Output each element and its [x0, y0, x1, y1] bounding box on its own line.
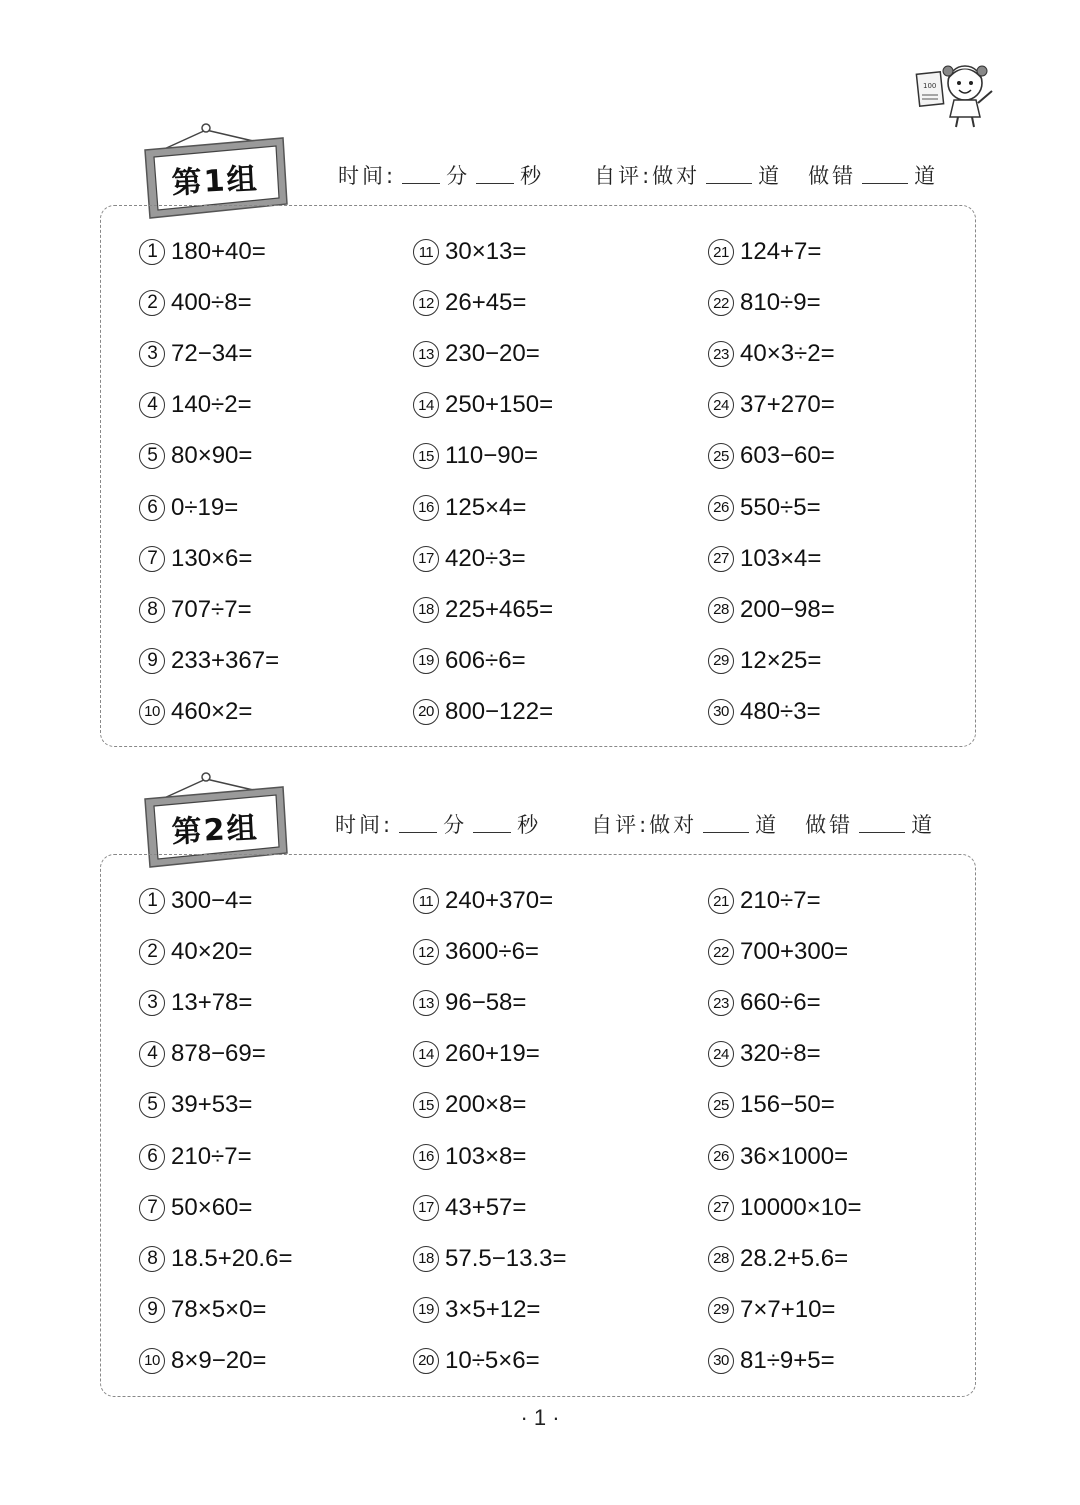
problem-number-circle: 9 [139, 1297, 165, 1323]
problem-expression: 320÷8= [740, 1040, 821, 1068]
problem-item [708, 1341, 835, 1381]
problem-expression: 78×5×0= [171, 1295, 267, 1323]
wrong-count-blank[interactable] [862, 167, 908, 184]
problem-number-circle: 3 [139, 990, 165, 1016]
problem-item [413, 641, 526, 681]
problem-item [139, 334, 252, 374]
problem-number-circle: 6 [139, 1144, 165, 1170]
problem-expression: 800−122= [445, 697, 554, 725]
problem-number-circle: 26 [708, 495, 734, 521]
problem-expression: 300−4= [171, 887, 253, 914]
problem-number-circle: 15 [413, 1092, 439, 1118]
problem-number-circle: 22 [708, 939, 734, 965]
problem-expression: 233+367= [171, 646, 280, 674]
problem-expression: 30×13= [445, 238, 527, 265]
problem-item [139, 1341, 266, 1381]
problem-expression: 606÷6= [445, 646, 526, 674]
problem-item [708, 1239, 848, 1279]
problem-item [413, 488, 526, 528]
page-number: · 1 · [520, 1405, 560, 1430]
problem-expression: 603−60= [740, 442, 835, 470]
problem-number-circle: 20 [413, 1348, 439, 1374]
problem-number-circle: 20 [413, 699, 439, 725]
problem-expression: 225+465= [445, 595, 554, 623]
problem-number-circle: 26 [708, 1144, 734, 1170]
problem-item [708, 539, 821, 579]
problem-item [708, 1188, 861, 1228]
problem-number-circle: 5 [139, 443, 165, 469]
problem-expression: 50×60= [171, 1193, 253, 1221]
problem-expression: 12×25= [740, 646, 822, 674]
minutes-blank[interactable] [399, 816, 437, 833]
problem-item [413, 1085, 526, 1125]
problem-expression: 7×7+10= [740, 1295, 836, 1323]
problem-expression: 8×9−20= [171, 1346, 267, 1374]
problem-item [139, 1034, 266, 1074]
problem-item [413, 881, 553, 921]
minutes-label: 分 [446, 164, 471, 188]
problem-number-circle: 30 [708, 699, 734, 725]
problem-item [139, 385, 252, 425]
problem-expression: 124+7= [740, 238, 822, 265]
time-label: 时间: [335, 813, 394, 837]
problem-item [413, 334, 540, 374]
problem-item [708, 692, 821, 732]
problem-item [139, 881, 252, 921]
seconds-blank[interactable] [473, 816, 511, 833]
problem-number-circle: 24 [708, 1041, 734, 1067]
problem-expression: 40×20= [171, 938, 253, 966]
problem-number-circle: 23 [708, 990, 734, 1016]
problem-item [139, 1085, 252, 1125]
problem-expression: 210÷7= [740, 887, 821, 914]
problem-item [139, 590, 252, 630]
wrong-label: 做错 [805, 813, 854, 837]
problem-number-circle: 4 [139, 392, 165, 418]
problem-item [139, 1290, 266, 1330]
problem-item [139, 232, 266, 272]
problem-number-circle: 7 [139, 546, 165, 572]
correct-count-blank[interactable] [703, 816, 749, 833]
self-eval-label: 自评:做对 [591, 813, 698, 837]
problem-item [413, 385, 553, 425]
problem-number-circle: 21 [708, 888, 734, 914]
problem-number-circle: 29 [708, 648, 734, 674]
problem-expression: 480÷3= [740, 697, 821, 725]
problem-item [708, 488, 821, 528]
problem-item [708, 1085, 835, 1125]
problem-expression: 96−58= [445, 989, 527, 1017]
problem-expression: 26+45= [445, 289, 527, 317]
problem-expression: 550÷5= [740, 493, 821, 521]
problem-item [139, 283, 252, 323]
problem-item [708, 590, 835, 630]
problem-item [413, 1034, 540, 1074]
group-2-score-header [335, 804, 935, 844]
problem-item [413, 692, 553, 732]
problem-number-circle: 25 [708, 1092, 734, 1118]
problem-item [708, 641, 821, 681]
problem-expression: 200×8= [445, 1091, 527, 1119]
problem-expression: 707÷7= [171, 595, 252, 623]
problem-item [413, 932, 539, 972]
problem-item [413, 436, 538, 476]
problem-expression: 810÷9= [740, 289, 821, 317]
problem-expression: 240+370= [445, 887, 554, 914]
group-1-score-header [338, 155, 938, 195]
problem-expression: 156−50= [740, 1091, 835, 1119]
problem-item [139, 436, 252, 476]
problem-item [139, 1188, 252, 1228]
problem-expression: 420÷3= [445, 544, 526, 572]
problem-number-circle: 25 [708, 443, 734, 469]
group-2-problem-box [100, 854, 976, 1397]
problem-number-circle: 12 [413, 290, 439, 316]
problem-number-circle: 14 [413, 392, 439, 418]
problem-item [139, 1137, 252, 1177]
group-2-title: 第2组 [170, 810, 260, 851]
problem-item [708, 983, 821, 1023]
problem-expression: 10000×10= [740, 1193, 862, 1221]
correct-unit-label: 道 [758, 164, 783, 188]
problem-item [708, 881, 821, 921]
problem-expression: 13+78= [171, 989, 253, 1017]
problem-expression: 140÷2= [171, 391, 252, 419]
problem-expression: 37+270= [740, 391, 835, 419]
problem-number-circle: 4 [139, 1041, 165, 1067]
problem-item [139, 932, 252, 972]
problem-expression: 200−98= [740, 595, 835, 623]
time-label: 时间: [338, 164, 397, 188]
seconds-label: 秒 [517, 813, 542, 837]
problem-item [708, 436, 835, 476]
problem-expression: 400÷8= [171, 289, 252, 317]
problem-expression: 28.2+5.6= [740, 1244, 849, 1272]
problem-number-circle: 1 [139, 888, 165, 914]
problem-number-circle: 8 [139, 1246, 165, 1272]
problem-expression: 103×4= [740, 544, 822, 572]
problem-number-circle: 1 [139, 239, 165, 265]
problem-item [708, 1137, 848, 1177]
problem-expression: 250+150= [445, 391, 554, 419]
mascot-illustration [910, 55, 1005, 130]
problem-item [413, 1137, 526, 1177]
problem-number-circle: 16 [413, 495, 439, 521]
problem-item [139, 983, 252, 1023]
problem-expression: 125×4= [445, 493, 527, 521]
problem-item [708, 283, 821, 323]
problem-number-circle: 13 [413, 990, 439, 1016]
problem-item [139, 641, 279, 681]
seconds-label: 秒 [520, 164, 545, 188]
problem-expression: 39+53= [171, 1091, 253, 1119]
problem-number-circle: 14 [413, 1041, 439, 1067]
self-eval-label: 自评:做对 [594, 164, 701, 188]
problem-item [139, 539, 252, 579]
problem-number-circle: 17 [413, 546, 439, 572]
problem-number-circle: 2 [139, 939, 165, 965]
problem-expression: 18.5+20.6= [171, 1244, 293, 1272]
problem-number-circle: 18 [413, 597, 439, 623]
problem-expression: 10÷5×6= [445, 1346, 540, 1374]
problem-item [413, 1290, 540, 1330]
problem-expression: 130×6= [171, 544, 253, 572]
group-1-problem-box [100, 205, 976, 747]
problem-number-circle: 15 [413, 443, 439, 469]
problem-item [139, 692, 252, 732]
problem-expression: 43+57= [445, 1193, 527, 1221]
problem-expression: 110−90= [445, 442, 538, 470]
problem-number-circle: 22 [708, 290, 734, 316]
problem-item [708, 385, 835, 425]
problem-number-circle: 3 [139, 341, 165, 367]
problem-number-circle: 28 [708, 1246, 734, 1272]
group-1-title: 第1组 [170, 161, 260, 202]
problem-expression: 180+40= [171, 238, 266, 265]
problem-expression: 80×90= [171, 442, 253, 470]
problem-expression: 210÷7= [171, 1142, 252, 1170]
problem-number-circle: 21 [708, 239, 734, 265]
seconds-blank[interactable] [476, 167, 514, 184]
problem-expression: 230−20= [445, 340, 540, 368]
minutes-blank[interactable] [402, 167, 440, 184]
svg-text:100: 100 [923, 82, 937, 90]
problem-number-circle: 13 [413, 341, 439, 367]
problem-expression: 57.5−13.3= [445, 1244, 567, 1272]
problem-expression: 3×5+12= [445, 1295, 541, 1323]
problem-item [413, 983, 526, 1023]
problem-expression: 40×3÷2= [740, 340, 835, 368]
problem-number-circle: 10 [139, 699, 165, 725]
problem-number-circle: 28 [708, 597, 734, 623]
problem-expression: 81÷9+5= [740, 1346, 835, 1374]
problem-number-circle: 16 [413, 1144, 439, 1170]
wrong-count-blank[interactable] [859, 816, 905, 833]
problem-item [413, 539, 526, 579]
problem-expression: 103×8= [445, 1142, 527, 1170]
problem-number-circle: 30 [708, 1348, 734, 1374]
problem-number-circle: 27 [708, 546, 734, 572]
problem-number-circle: 17 [413, 1195, 439, 1221]
problem-expression: 36×1000= [740, 1142, 849, 1170]
problem-expression: 460×2= [171, 697, 253, 725]
problem-item [708, 932, 848, 972]
problem-number-circle: 27 [708, 1195, 734, 1221]
problem-number-circle: 5 [139, 1092, 165, 1118]
problem-number-circle: 29 [708, 1297, 734, 1323]
problem-item [413, 1341, 540, 1381]
problem-number-circle: 12 [413, 939, 439, 965]
problem-item [139, 488, 238, 528]
problem-expression: 660÷6= [740, 989, 821, 1017]
problem-expression: 0÷19= [171, 493, 239, 521]
problem-number-circle: 7 [139, 1195, 165, 1221]
problem-number-circle: 10 [139, 1348, 165, 1374]
problem-item [413, 232, 526, 272]
problem-item [413, 1188, 526, 1228]
minutes-label: 分 [443, 813, 468, 837]
wrong-unit-label: 道 [911, 813, 936, 837]
problem-item [413, 1239, 566, 1279]
problem-number-circle: 9 [139, 648, 165, 674]
problem-item [413, 283, 526, 323]
problem-expression: 72−34= [171, 340, 253, 368]
problem-number-circle: 11 [413, 888, 439, 914]
wrong-unit-label: 道 [914, 164, 939, 188]
problem-expression: 878−69= [171, 1040, 266, 1068]
correct-count-blank[interactable] [706, 167, 752, 184]
correct-unit-label: 道 [755, 813, 780, 837]
problem-item [708, 1034, 821, 1074]
problem-number-circle: 2 [139, 290, 165, 316]
problem-number-circle: 11 [413, 239, 439, 265]
problem-expression: 3600÷6= [445, 938, 539, 966]
problem-number-circle: 6 [139, 495, 165, 521]
problem-number-circle: 24 [708, 392, 734, 418]
problem-number-circle: 23 [708, 341, 734, 367]
wrong-label: 做错 [808, 164, 857, 188]
problem-expression: 700+300= [740, 938, 849, 966]
problem-number-circle: 19 [413, 1297, 439, 1323]
problem-item [139, 1239, 292, 1279]
problem-number-circle: 18 [413, 1246, 439, 1272]
problem-number-circle: 19 [413, 648, 439, 674]
problem-item [708, 1290, 835, 1330]
problem-item [708, 232, 821, 272]
problem-expression: 260+19= [445, 1040, 540, 1068]
problem-item [708, 334, 835, 374]
problem-item [413, 590, 553, 630]
problem-number-circle: 8 [139, 597, 165, 623]
